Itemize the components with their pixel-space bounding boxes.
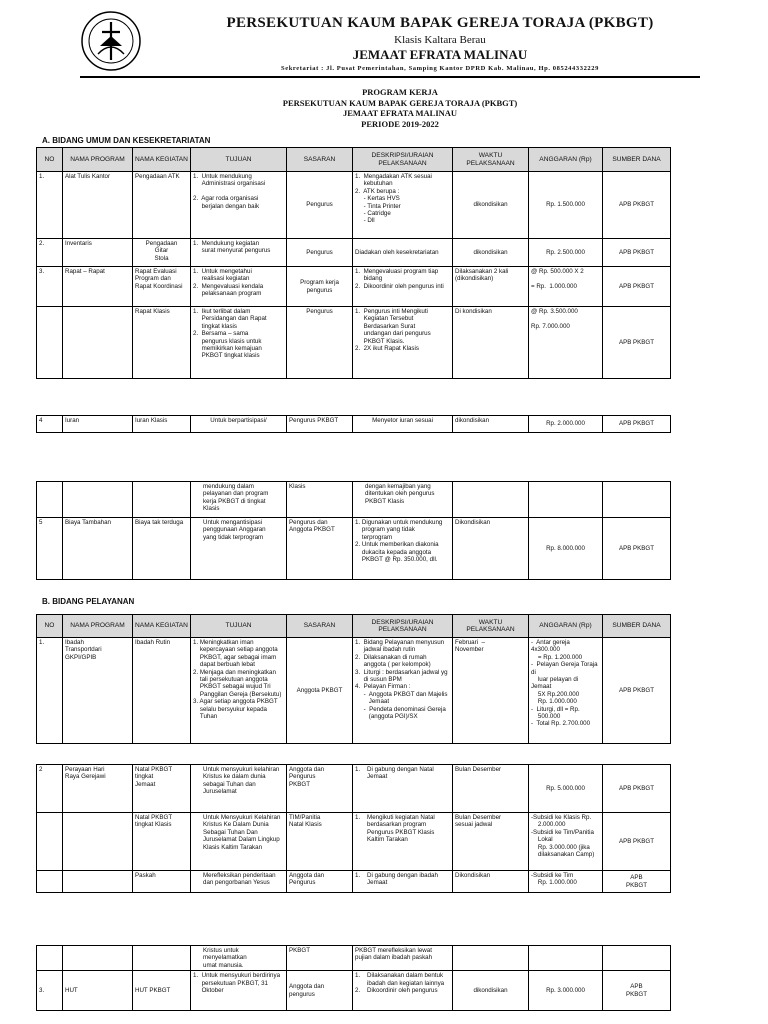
cell-tujuan: 1. Untuk mengetahui realisasi kegiatan 2. Mengevaluasi kendala pelaksanaan program <box>191 267 287 307</box>
cell-waktu: dikondisikan <box>453 416 529 433</box>
cell-anggaran: @ Rp. 3.500.000 Rp. 7.000.000 <box>529 307 603 379</box>
table-row <box>37 871 671 893</box>
cell-anggaran <box>529 946 603 971</box>
cell-deskripsi: 1. Mengadakan ATK sesuai kebutuhan 2. ATK berupa : - Kertas HVS - Tinta Printer - Catridge - Dll <box>353 172 453 239</box>
cell-tujuan: Untuk mensyukuri kelahiran Kristus ke dalam dunia sebagai Tuhan dan Juruselamat <box>191 765 287 813</box>
cell-sumber: APB PKBGT <box>603 172 671 239</box>
cell-sasaran: Klasis <box>287 482 353 518</box>
cell-deskripsi: 1. Bidang Pelayanan menyusun jadwal ibadah rutin 2. Dilaksanakan di rumah anggota ( per kelompok) 3. Liturgi : berdasarkan jadwal yg di susun BPM 4. Pelayan Firman : - Anggota PKBGT dan Majelis Jemaat - Pendeta denominasi Gereja (anggota PGI)/SX <box>353 638 453 744</box>
cell-anggaran: -Subsidi ke Tim Rp. 1.000.000 <box>529 871 603 893</box>
title-line-4: PERIODE 2019-2022 <box>361 118 439 129</box>
header-divider <box>80 76 700 78</box>
col-no: NO <box>37 615 63 638</box>
cell-program: Inventaris <box>63 239 133 267</box>
cell-no: 3. <box>37 267 63 307</box>
cell-sasaran: Anggota dan pengurus <box>287 971 353 1011</box>
col-kegiatan: NAMA KEGIATAN <box>133 615 191 638</box>
col-kegiatan: NAMA KEGIATAN <box>133 148 191 172</box>
cell-tujuan: Untuk Mensyukuri Kelahiran Kristus Ke Dalam Dunia Sebagai Tuhan Dan Juruselamat Dalam Lingkup Klasis Kaltim Tarakan <box>191 813 287 871</box>
cell-tujuan: 1. Mendukung kegiatan surat menyurat pengurus <box>191 239 287 267</box>
cell-sumber: APB PKBGT <box>603 518 671 580</box>
col-anggaran: ANGGARAN (Rp) <box>529 615 603 638</box>
table-section-a-part1 <box>36 147 671 379</box>
cell-program: Perayaan Hari Raya Gerejawi <box>63 765 133 813</box>
cell-sasaran: Anggota dan Pengurus PKBGT <box>287 765 353 813</box>
cell-deskripsi: Diadakan oleh kesekretariatan <box>353 239 453 267</box>
table-row <box>37 239 671 267</box>
table-row <box>37 813 671 871</box>
table-header-row <box>37 148 671 172</box>
cell-deskripsi: PKBGT merefleksikan lewat pujian dalam ibadah paskah <box>353 946 453 971</box>
col-tujuan: TUJUAN <box>191 615 287 638</box>
cell-kegiatan: Pengadaan Gitar Stola <box>133 239 191 267</box>
cell-program <box>63 871 133 893</box>
cell-waktu: Dilaksanakan 2 kali (dikondisikan) <box>453 267 529 307</box>
col-deskripsi: DESKRIPSI/URAIAN PELAKSANAAN <box>353 615 453 638</box>
col-waktu: WAKTU PELAKSANAAN <box>453 148 529 172</box>
cell-program: HUT <box>63 971 133 1011</box>
col-deskripsi: DESKRIPSI/URAIAN PELAKSANAAN <box>353 148 453 172</box>
cell-program: Rapat – Rapat <box>63 267 133 307</box>
cell-sumber <box>603 946 671 971</box>
cell-anggaran: Rp. 1.500.000 <box>529 172 603 239</box>
cell-deskripsi: Menyetor iuran sesuai <box>353 416 453 433</box>
table-row <box>37 482 671 518</box>
section-a-heading: A. BIDANG UMUM DAN KESEKRETARIATAN <box>42 136 211 145</box>
cell-waktu: dikondisikan <box>453 239 529 267</box>
table-section-b-part3 <box>36 945 671 1011</box>
col-anggaran: ANGGARAN (Rp) <box>529 148 603 172</box>
cell-kegiatan: Rapat Klasis <box>133 307 191 379</box>
cell-program: Biaya Tambahan <box>63 518 133 580</box>
cell-program <box>63 813 133 871</box>
klasis-name: Klasis Kaltara Berau <box>394 34 486 46</box>
cell-sasaran: Pengurus <box>287 172 353 239</box>
col-no: NO <box>37 148 63 172</box>
cell-tujuan: 1. Untuk mensyukuri berdirinya persekutuan PKBGT, 31 Oktober <box>191 971 287 1011</box>
cell-anggaran: Rp. 3.000.000 <box>529 971 603 1011</box>
col-program: NAMA PROGRAM <box>63 148 133 172</box>
cell-program: Ibadah Transportdari GKPI/GPIB <box>63 638 133 744</box>
table-row <box>37 267 671 307</box>
cell-kegiatan: Iuran Klasis <box>133 416 191 433</box>
cell-sasaran: Program kerja pengurus <box>287 267 353 307</box>
col-program: NAMA PROGRAM <box>63 615 133 638</box>
cell-deskripsi: 1. Di gabung dengan ibadah Jemaat <box>353 871 453 893</box>
cell-sumber: APB PKBGT <box>603 765 671 813</box>
cell-waktu: Dikondisikan <box>453 518 529 580</box>
cell-sasaran: Anggota dan Pengurus <box>287 871 353 893</box>
cell-sasaran: Pengurus PKBGT <box>287 416 353 433</box>
cell-waktu: Di kondisikan <box>453 307 529 379</box>
cell-program: Iuran <box>63 416 133 433</box>
cell-kegiatan <box>133 482 191 518</box>
table-row <box>37 416 671 433</box>
cell-no: 2. <box>37 239 63 267</box>
table-row <box>37 172 671 239</box>
jemaat-name: JEMAAT EFRATA MALINAU <box>352 47 528 62</box>
cell-sumber <box>603 482 671 518</box>
cell-waktu <box>453 482 529 518</box>
cell-sumber: APB PKBGT <box>603 307 671 379</box>
cell-kegiatan: Rapat Evaluasi Program dan Rapat Koordinasi <box>133 267 191 307</box>
cell-deskripsi: dengan kemajiban yang ditentukan oleh pengurus PKBGT Klasis <box>353 482 453 518</box>
table-section-b-part1 <box>36 614 671 744</box>
document-title <box>150 87 650 129</box>
title-line-1: PROGRAM KERJA <box>362 87 438 97</box>
cell-no: 1. <box>37 172 63 239</box>
cell-deskripsi: 1. Mengikuti kegiatan Natal berdasarkan program Pengurus PKBGT Klasis Kaltim Tarakan <box>353 813 453 871</box>
table-section-a-part3 <box>36 481 671 580</box>
cell-waktu: Bulan Desember sesuai jadwal <box>453 813 529 871</box>
pkbgt-logo-icon <box>80 10 142 72</box>
cell-anggaran: Rp. 2.000.000 <box>529 416 603 433</box>
cell-no: 3. <box>37 971 63 1011</box>
cell-anggaran: - Antar gereja 4x300.000 = Rp. 1.200.000 - Pelayan Gereja Toraja di luar pelayan di Jemaat 5X Rp.200.000 Rp. 1.000.000 - Liturgi, dll = Rp. 500.000 - Total Rp. 2.700.000 <box>529 638 603 744</box>
cell-deskripsi: 1. Di gabung dengan Natal Jemaat <box>353 765 453 813</box>
cell-anggaran: -Subsidi ke Klasis Rp. 2.000.000 -Subsidi ke Tim/Panitia Lokal Rp. 3.000.000 (jika dilaksanakan Camp) <box>529 813 603 871</box>
cell-deskripsi: 1. Dilaksanakan dalam bentuk ibadah dan kegiatan lainnya 2. Dikoordinir oleh pengurus <box>353 971 453 1011</box>
cell-waktu: dikondisikan <box>453 172 529 239</box>
cell-waktu: Februari – November <box>453 638 529 744</box>
cell-anggaran: Rp. 5.000.000 <box>529 765 603 813</box>
cell-sasaran: Pengurus <box>287 239 353 267</box>
cell-no: 2 <box>37 765 63 813</box>
cell-anggaran: @ Rp. 500.000 X 2 = Rp. 1.000.000 <box>529 267 603 307</box>
col-waktu: WAKTU PELAKSANAAN <box>453 615 529 638</box>
cell-sumber: APB PKBGT <box>603 267 671 307</box>
table-header-row <box>37 615 671 638</box>
cell-sasaran: Pengurus dan Anggota PKBGT <box>287 518 353 580</box>
cell-no <box>37 307 63 379</box>
cell-waktu: Dikondisikan <box>453 871 529 893</box>
letterhead <box>0 0 768 80</box>
cell-deskripsi: 1. Pengurus inti Mengikuti Kegiatan Tersebut Berdasarkan Surat undangan dari pengurus PKBGT Klasis. 2. 2X ikut Rapat Klasis <box>353 307 453 379</box>
cell-kegiatan: Biaya tak terduga <box>133 518 191 580</box>
org-name: PERSEKUTUAN KAUM BAPAK GEREJA TORAJA (PKBGT) <box>226 15 654 31</box>
cell-program <box>63 946 133 971</box>
table-row <box>37 971 671 1011</box>
cell-tujuan: Untuk berpartisipasi/ <box>191 416 287 433</box>
col-sumber: SUMBER DANA <box>603 615 671 638</box>
section-b-heading: B. BIDANG PELAYANAN <box>42 597 135 606</box>
col-sumber: SUMBER DANA <box>603 148 671 172</box>
table-section-a-part2 <box>36 415 671 433</box>
cell-tujuan: 1. Untuk mendukung Administrasi organisasi 2. Agar roda organisasi berjalan dengan baik <box>191 172 287 239</box>
cell-sasaran: Anggota PKBGT <box>287 638 353 744</box>
cell-kegiatan: Natal PKBGT tingkat Jemaat <box>133 765 191 813</box>
col-sasaran: SASARAN <box>287 615 353 638</box>
cell-sumber: APB PKBGT <box>603 239 671 267</box>
cell-tujuan: 1. Meningkatkan iman kepercayaan setiap anggota PKBGT, agar sebagai imam dapat berbuah lebat 2. Menjaga dan meningkatkan tali persekutuan anggota PKBGT sebagai wujud Tri Panggilan Gereja (Bersekutu) 3. Agar setiap anggota PKBGT selalu bersyukur kepada Tuhan <box>191 638 287 744</box>
cell-tujuan: Merefleksikan penderitaan dan pengorbanan Yesus <box>191 871 287 893</box>
cell-no <box>37 946 63 971</box>
cell-sumber: APB PKBGT <box>603 971 671 1011</box>
cell-kegiatan: Ibadah Rutin <box>133 638 191 744</box>
cell-sasaran: Pengurus <box>287 307 353 379</box>
cell-kegiatan <box>133 946 191 971</box>
table-row <box>37 765 671 813</box>
cell-kegiatan: Natal PKBGT tingkat Klasis <box>133 813 191 871</box>
title-line-2: PERSEKUTUAN KAUM BAPAK GEREJA TORAJA (PKBGT) <box>282 97 518 108</box>
cell-sasaran: TIM/Panitia Natal Klasis <box>287 813 353 871</box>
cell-deskripsi: 1. Mengevaluasi program tiap bidang 2. Dikoordinir oleh pengurus inti <box>353 267 453 307</box>
cell-sumber: APB PKBGT <box>603 813 671 871</box>
cell-no <box>37 871 63 893</box>
cell-kegiatan: Pengadaan ATK <box>133 172 191 239</box>
cell-no: 1. <box>37 638 63 744</box>
cell-sumber: APB PKBGT <box>603 638 671 744</box>
cell-tujuan: Kristus untuk menyelamatkan umat manusia. <box>191 946 287 971</box>
cell-anggaran: Rp. 8.000.000 <box>529 518 603 580</box>
cell-no: 4 <box>37 416 63 433</box>
col-sasaran: SASARAN <box>287 148 353 172</box>
cell-program <box>63 307 133 379</box>
cell-anggaran: Rp. 2.500.000 <box>529 239 603 267</box>
cell-sumber: APB PKBGT <box>603 416 671 433</box>
cell-tujuan: 1. Ikut terlibat dalam Persidangan dan Rapat tingkat klasis 2. Bersama – sama pengurus klasis untuk memikirkan kemajuan PKBGT tingkat klasis <box>191 307 287 379</box>
cell-program <box>63 482 133 518</box>
table-row <box>37 946 671 971</box>
cell-tujuan: Untuk mengantisipasi penggunaan Anggaran yang tidak terprogram <box>191 518 287 580</box>
cell-sasaran: PKBGT <box>287 946 353 971</box>
cell-program: Alat Tulis Kantor <box>63 172 133 239</box>
cell-no <box>37 482 63 518</box>
cell-waktu: Bulan Desember <box>453 765 529 813</box>
cell-kegiatan: Paskah <box>133 871 191 893</box>
table-row <box>37 638 671 744</box>
cell-waktu <box>453 946 529 971</box>
col-tujuan: TUJUAN <box>191 148 287 172</box>
table-row <box>37 307 671 379</box>
title-line-3: JEMAAT EFRATA MALINAU <box>342 108 458 118</box>
cell-waktu: dikondisikan <box>453 971 529 1011</box>
cell-tujuan: mendukung dalam pelayanan dan program kerja PKBGT di tingkat Klasis <box>191 482 287 518</box>
cell-kegiatan: HUT PKBGT <box>133 971 191 1011</box>
cell-sumber: APB PKBGT <box>603 871 671 893</box>
secretariat-address: Sekretariat : Jl. Pusat Pemerintahan, Samping Kantor DPRD Kab. Malinau, Hp. 085244332229 <box>281 65 599 72</box>
cell-no <box>37 813 63 871</box>
cell-no: 5 <box>37 518 63 580</box>
table-row <box>37 518 671 580</box>
cell-anggaran <box>529 482 603 518</box>
table-section-b-part2 <box>36 764 671 893</box>
cell-deskripsi: 1. Digunakan untuk mendukung program yang tidak terprogram 2. Untuk memberikan diakonia dukacita kepada anggota PKBGT @ Rp. 350.000, dll. <box>353 518 453 580</box>
